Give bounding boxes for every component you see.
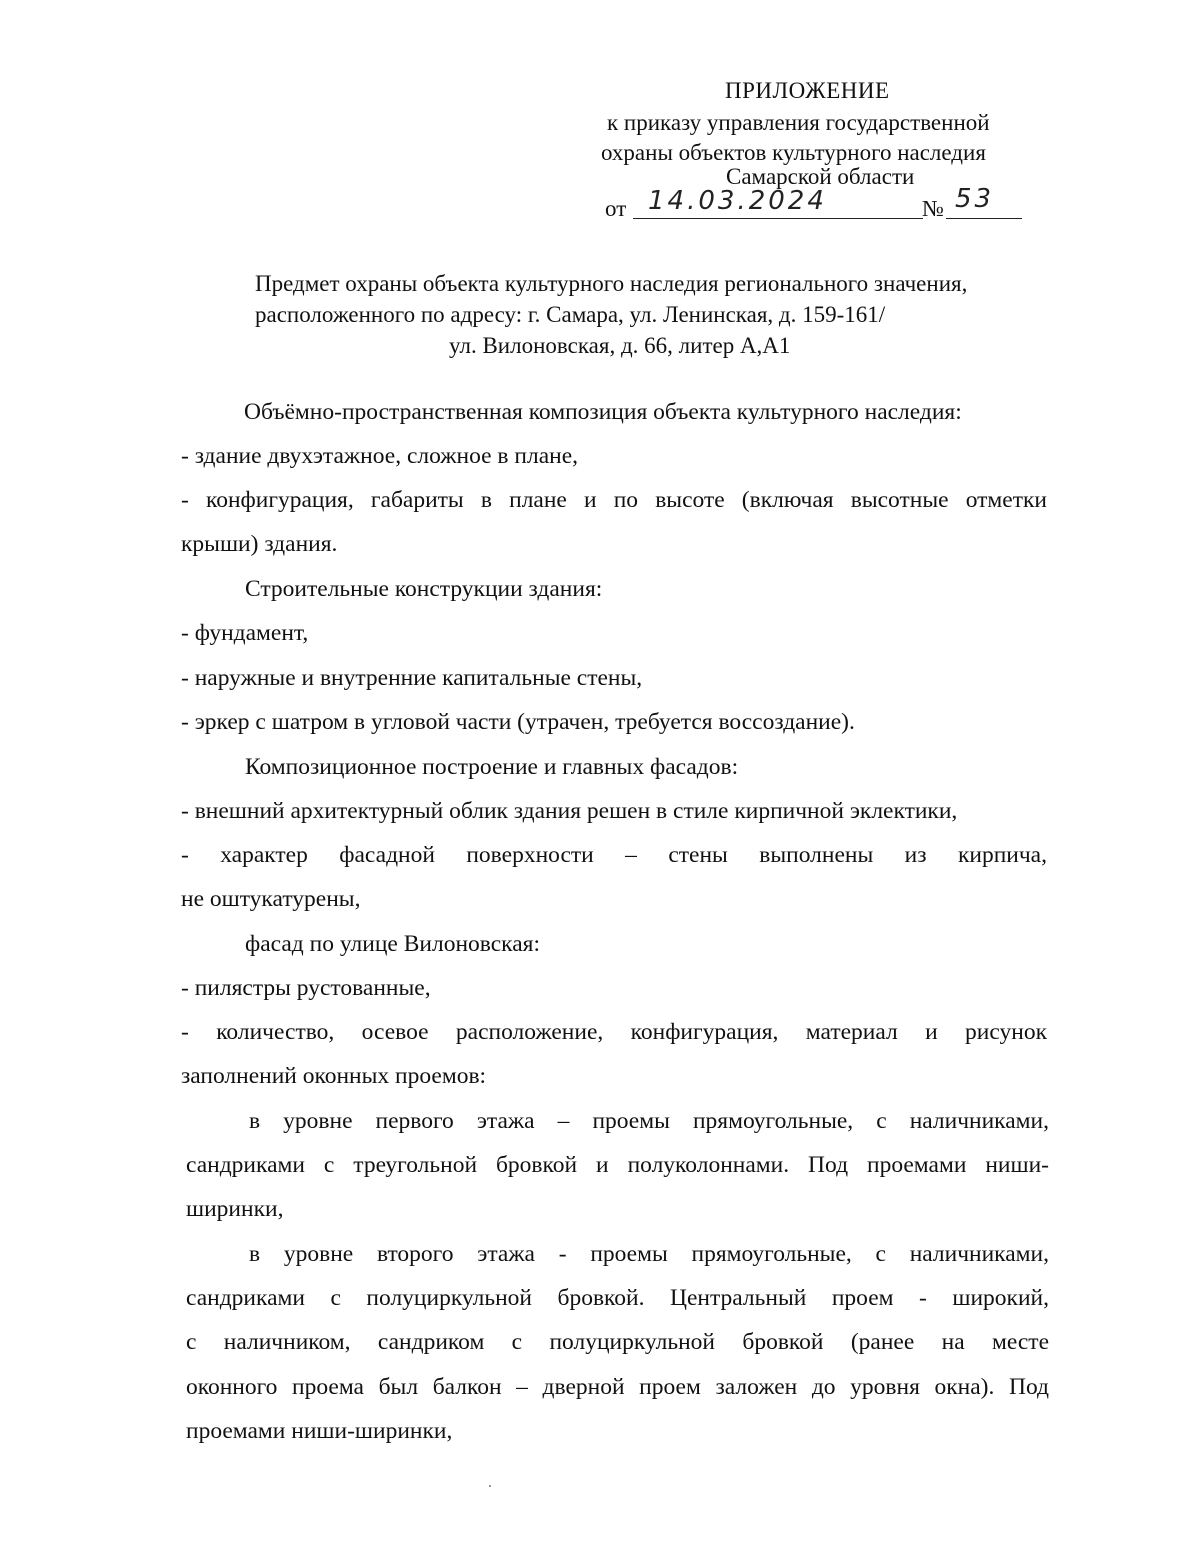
section-facades-heading: Композиционное построение и главных фасадов: <box>245 754 739 780</box>
item-configuration: - конфигурация, габариты в плане и по высоте (включая высотные отметки <box>181 487 1047 513</box>
first-floor-line-1: в уровне первого этажа – проемы прямоугольные, с наличниками, <box>249 1108 1049 1134</box>
title-line-3: ул. Вилоновская, д. 66, литер А,А1 <box>449 333 791 358</box>
handwritten-number: 53 <box>955 184 995 214</box>
item-walls: - наружные и внутренние капитальные стены, <box>181 665 643 691</box>
appendix-line-1: к приказу управления государственной <box>607 110 990 135</box>
appendix-heading: ПРИЛОЖЕНИЕ <box>725 78 890 103</box>
item-window-openings: - количество, осевое расположение, конфигурация, материал и рисунок <box>181 1019 1047 1045</box>
number-prefix: № <box>922 196 944 221</box>
title-line-2: расположенного по адресу: г. Самара, ул. Ленинская, д. 159-161/ <box>255 302 886 327</box>
second-floor-line-2: сандриками с полуциркульной бровкой. Центральный проем - широкий, <box>186 1285 1049 1311</box>
first-floor-line-3: ширинки, <box>186 1196 284 1222</box>
item-configuration-cont: крыши) здания. <box>181 531 338 557</box>
second-floor-line-5: проемами ниши-ширинки, <box>186 1418 453 1444</box>
item-bay-window: - эркер с шатром в угловой части (утрачен, требуется воссоздание). <box>181 709 855 735</box>
title-line-1: Предмет охраны объекта культурного наследия регионального значения, <box>255 271 968 296</box>
second-floor-line-4: оконного проема был балкон – дверной проем заложен до уровня окна). Под <box>186 1374 1049 1400</box>
item-facade-surface: - характер фасадной поверхности – стены выполнены из кирпича, <box>181 842 1047 868</box>
item-window-openings-cont: заполнений оконных проемов: <box>181 1063 487 1089</box>
appendix-line-3: Самарской области <box>726 164 915 189</box>
item-two-storey: - здание двухэтажное, сложное в плане, <box>181 443 579 469</box>
number-underline <box>946 218 1022 219</box>
date-prefix: от <box>605 196 627 221</box>
item-foundation: - фундамент, <box>181 620 309 646</box>
second-floor-line-1: в уровне второго этажа - проемы прямоугольные, с наличниками, <box>249 1241 1049 1267</box>
appendix-line-2: охраны объектов культурного наследия <box>601 140 986 165</box>
item-facade-surface-cont: не оштукатурены, <box>181 886 361 912</box>
item-eclectic-style: - внешний архитектурный облик здания решен в стиле кирпичной эклектики, <box>181 798 958 824</box>
handwritten-date: 14.03.2024 <box>648 186 827 216</box>
first-floor-line-2: сандриками с треугольной бровкой и полуколоннами. Под проемами ниши- <box>186 1152 1049 1178</box>
item-pilasters: - пилястры рустованные, <box>181 975 431 1001</box>
section-volume-heading: Объёмно-пространственная композиция объекта культурного наследия: <box>244 399 962 425</box>
section-structures-heading: Строительные конструкции здания: <box>245 576 603 602</box>
date-underline <box>633 218 923 219</box>
scan-speck <box>489 1485 491 1487</box>
section-vilonovskaya-facade: фасад по улице Вилоновская: <box>245 931 541 957</box>
second-floor-line-3: с наличником, сандриком с полуциркульной бровкой (ранее на месте <box>186 1329 1049 1355</box>
